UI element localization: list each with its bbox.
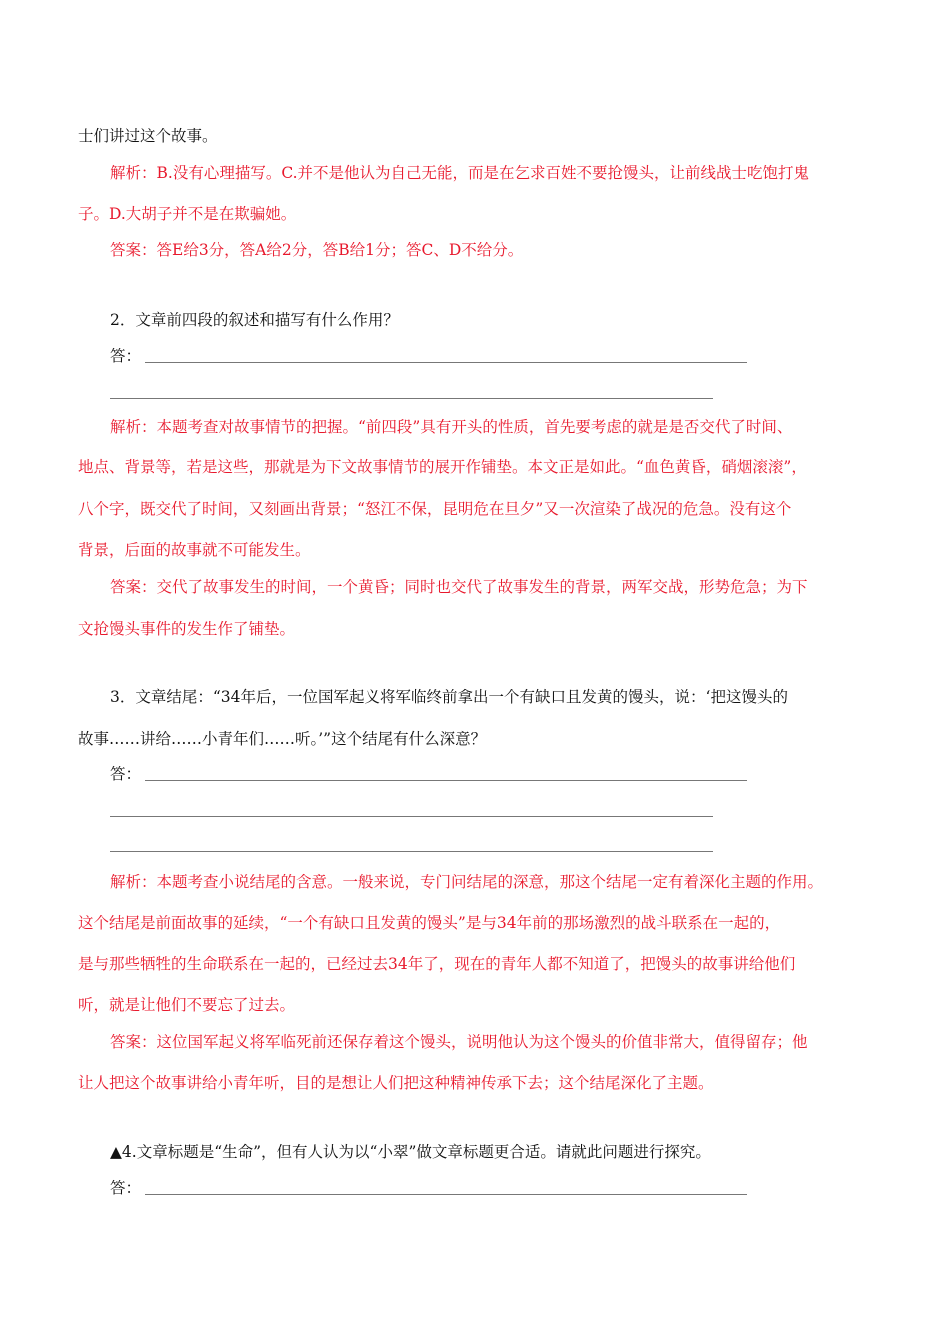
q1-question-tail: 士们讲过这个故事。 <box>78 127 218 145</box>
q3-answer-row <box>0 763 950 785</box>
q1-analysis-line-1: 解析：B.没有心理描写。C.并不是他认为自己无能，而是在乞求百姓不要抢馒头，让前线战士吃饱打鬼 <box>110 164 810 182</box>
q2-analysis-line-4: 背景，后面的故事就不可能发生。 <box>78 541 311 559</box>
q1-answer-line-1: 答案：答E给3分，答A给2分，答B给1分；答C、D不给分。 <box>110 241 524 259</box>
q3-answer-line-1: 答案：这位国军起义将军临死前还保存着这个馒头，说明他认为这个馒头的价值非常大，值得留存；他 <box>110 1033 808 1051</box>
q3-answer-blank-3[interactable] <box>110 851 713 852</box>
q1-analysis-line-2: 子。D.大胡子并不是在欺骗她。 <box>78 205 297 223</box>
q2-question: 2．文章前四段的叙述和描写有什么作用？ <box>110 311 399 329</box>
q3-analysis-line-2: 这个结尾是前面故事的延续，“一个有缺口且发黄的馒头”是与34年前的那场激烈的战斗联系在一起的， <box>78 914 781 932</box>
q3-answer-blank-2[interactable] <box>110 816 713 817</box>
q2-answer-line-2: 文抢馒头事件的发生作了铺垫。 <box>78 620 296 638</box>
q4-answer-row <box>0 1177 950 1199</box>
q2-analysis-line-1: 解析：本题考查对故事情节的把握。“前四段”具有开头的性质，首先要考虑的就是是否交代了时间、 <box>110 418 793 436</box>
q2-answer-line-1: 答案：交代了故事发生的时间，一个黄昏；同时也交代了故事发生的背景，两军交战，形势危急；为下 <box>110 578 808 596</box>
q3-answer-label: 答： <box>110 765 142 783</box>
q2-answer-label: 答： <box>110 347 142 365</box>
q3-answer-line-2: 让人把这个故事讲给小青年听，目的是想让人们把这种精神传承下去；这个结尾深化了主题。 <box>78 1074 714 1092</box>
q3-question-line-2: 故事……讲给……小青年们……听。’”这个结尾有什么深意？ <box>78 730 487 748</box>
q2-analysis-line-2: 地点、背景等，若是这些，那就是为下文故事情节的展开作铺垫。本文正是如此。“血色黄昏，硝烟滚滚”， <box>78 458 807 476</box>
q3-question-line-1: 3．文章结尾：“34年后，一位国军起义将军临终前拿出一个有缺口且发黄的馒头，说：‘把这馒头的 <box>110 688 788 706</box>
q2-answer-blank-2[interactable] <box>110 398 713 399</box>
q2-answer-row <box>0 345 950 367</box>
q3-analysis-line-1: 解析：本题考查小说结尾的含意。一般来说，专门问结尾的深意，那这个结尾一定有着深化主题的作用。 <box>110 873 824 891</box>
q4-answer-label: 答： <box>110 1179 142 1197</box>
q2-analysis-line-3: 八个字，既交代了时间，又刻画出背景；“怒江不保，昆明危在旦夕”又一次渲染了战况的危急。没有这个 <box>78 500 792 518</box>
q4-answer-blank-1[interactable] <box>145 1194 747 1195</box>
q3-answer-blank-1[interactable] <box>145 780 747 781</box>
q2-answer-blank-1[interactable] <box>145 362 747 363</box>
q4-question: ▲4.文章标题是“生命”，但有人认为以“小翠”做文章标题更合适。请就此问题进行探究。 <box>110 1143 711 1161</box>
q3-analysis-line-4: 听，就是让他们不要忘了过去。 <box>78 996 296 1014</box>
q3-analysis-line-3: 是与那些牺牲的生命联系在一起的，已经过去34年了，现在的青年人都不知道了，把馒头的故事讲给他们 <box>78 955 796 973</box>
